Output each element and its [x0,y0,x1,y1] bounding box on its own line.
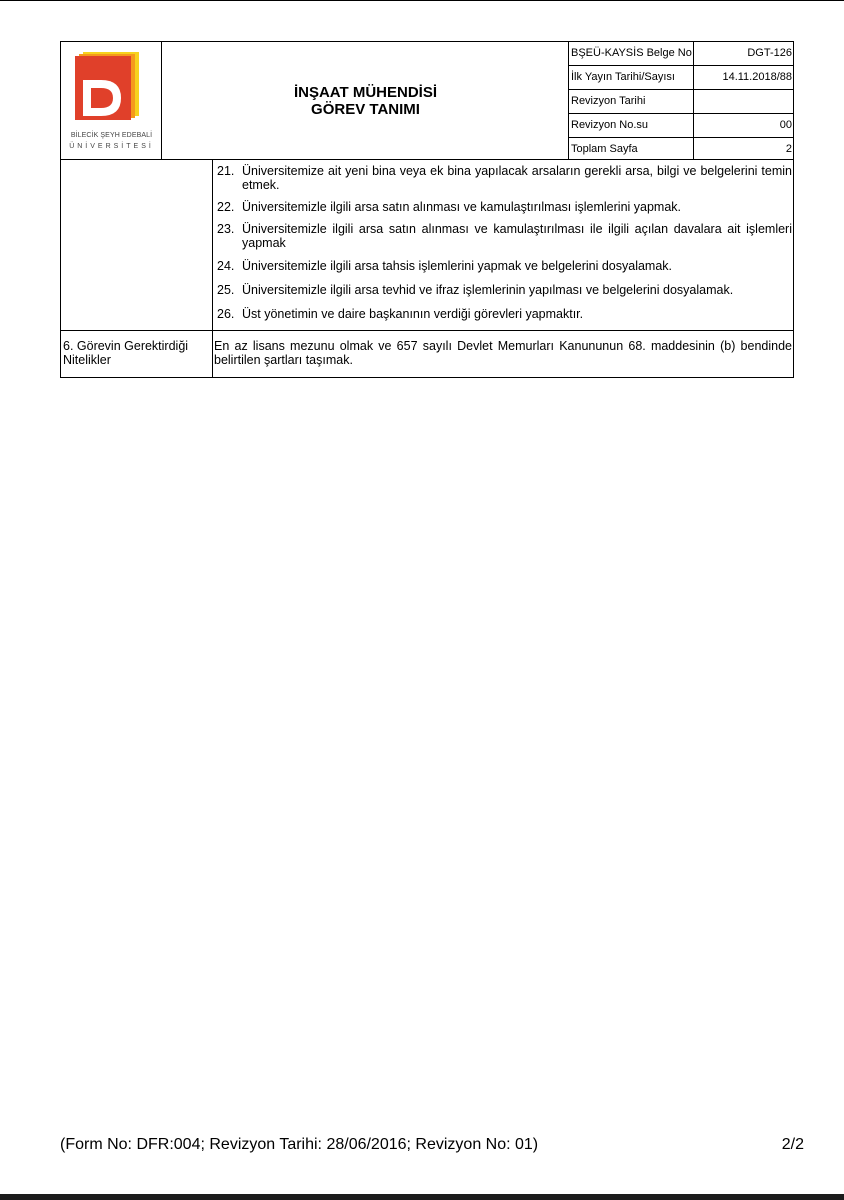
document-title [162,84,569,118]
logo-cell [61,42,162,159]
logo-subtext: ÜNİVERSİTESİ [69,143,154,150]
meta-label: BŞEÜ-KAYSİS Belge No [571,47,692,59]
bottom-bar [0,1194,844,1200]
university-logo-icon [75,52,149,128]
duty-text: Üniversitemizle ilgili arsa satın alınması ve kamulaştırılması işlemlerini yapmak. [242,200,682,214]
meta-value: DGT-126 [747,47,792,59]
column-divider [212,160,213,377]
duty-number: 21. [217,164,235,178]
meta-row-toplam-sayfa [569,138,793,159]
duty-text: Üniversitemizle ilgili arsa tahsis işlemlerini yapmak ve belgelerini dosyalamak. [242,259,673,273]
meta-row-belge-no [569,42,793,66]
title-cell [162,42,569,159]
meta-row-revizyon-no [569,114,793,138]
document-header [60,41,794,160]
page-number: 2/2 [781,1136,804,1153]
meta-label: Revizyon No.su [571,119,649,131]
title-line-2: GÖREV TANIMI [311,101,420,118]
title-line-1: İNŞAAT MÜHENDİSİ [293,84,438,101]
form-info: (Form No: DFR:004; Revizyon Tarihi: 28/06/2016; Revizyon No: 01) [60,1136,539,1153]
meta-label: Toplam Sayfa [571,143,638,155]
meta-row-revizyon-tarihi [569,90,793,114]
meta-label: İlk Yayın Tarihi/Sayısı [571,71,675,83]
row-divider [61,330,793,331]
duty-number: 26. [217,307,235,321]
duty-text: Üst yönetimin ve daire başkanının verdiği görevleri yapmaktır. [242,307,584,321]
meta-value: 14.11.2018/88 [722,71,792,83]
duty-text: Üniversitemizle ilgili arsa satın alınması ve kamulaştırılması ile ilgili açılan davalara ait işlemleri yapmak [242,222,792,250]
duty-text: Üniversitemizle ilgili arsa tevhid ve ifraz işlemlerinin yapılması ve belgelerini dosyalamak. [242,283,734,297]
qualifications-label: 6. Görevin Gerektirdiği Nitelikler [63,339,189,367]
meta-value: 2 [785,143,792,155]
duty-number: 23. [217,222,235,236]
duty-number: 24. [217,259,235,273]
logo-text: BİLECİK ŞEYH EDEBALİ [70,132,153,139]
duties-table [60,160,794,378]
meta-label: Revizyon Tarihi [571,95,646,107]
meta-value: 00 [779,119,792,131]
qualifications-text: En az lisans mezunu olmak ve 657 sayılı Devlet Memurları Kanununun 68. maddesinin (b) bendinde belirtilen şartları taşımak. [214,339,792,367]
page-top-line [0,0,844,1]
duty-number: 25. [217,283,235,297]
duty-text: Üniversitemize ait yeni bina veya ek bina yapılacak arsaların gerekli arsa, bilgi ve belgelerini temin etmek. [242,164,792,192]
duty-number: 22. [217,200,235,214]
meta-row-ilk-yayin [569,66,793,90]
